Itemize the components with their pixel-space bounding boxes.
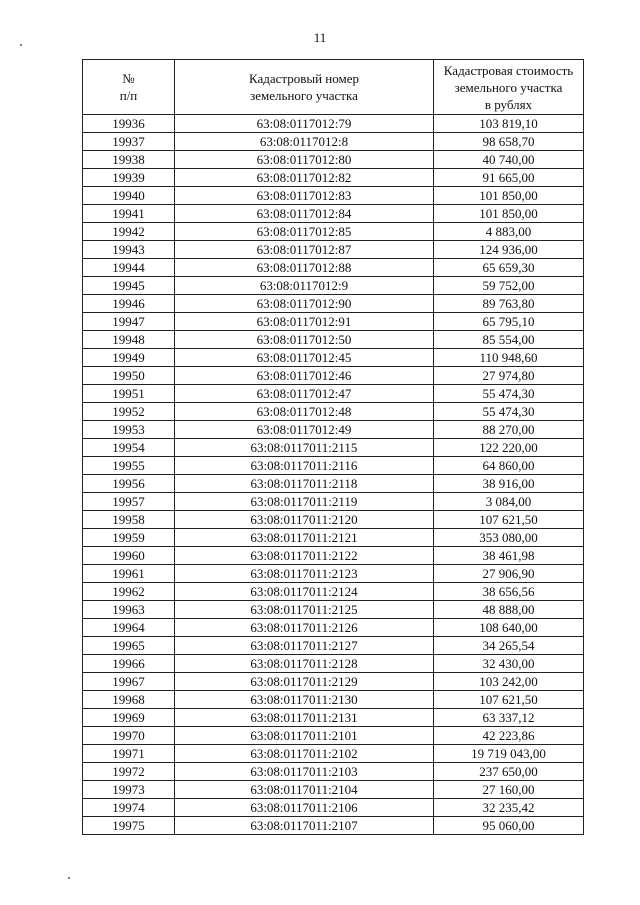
cell-row-number: 19969 [83,709,175,727]
table-row [83,439,584,457]
cell-cadastral-value: 103 242,00 [434,673,584,691]
cell-row-number: 19947 [83,313,175,331]
cell-row-number: 19973 [83,781,175,799]
cell-cadastral-number: 63:08:0117012:48 [175,403,434,421]
header-num-line: № [122,71,135,86]
cell-cadastral-number: 63:08:0117011:2127 [175,637,434,655]
cell-row-number: 19937 [83,133,175,151]
table-row [83,223,584,241]
cell-row-number: 19966 [83,655,175,673]
header-cadastral-value [434,60,584,115]
table-row [83,493,584,511]
cell-cadastral-value: 27 160,00 [434,781,584,799]
cell-cadastral-value: 38 916,00 [434,475,584,493]
cell-cadastral-number: 63:08:0117011:2130 [175,691,434,709]
table-body [83,115,584,835]
cell-cadastral-number: 63:08:0117012:90 [175,295,434,313]
cell-cadastral-value: 59 752,00 [434,277,584,295]
cell-cadastral-value: 237 650,00 [434,763,584,781]
cell-row-number: 19958 [83,511,175,529]
cell-cadastral-value: 101 850,00 [434,187,584,205]
cell-cadastral-number: 63:08:0117012:49 [175,421,434,439]
cell-row-number: 19970 [83,727,175,745]
cell-cadastral-value: 95 060,00 [434,817,584,835]
cell-row-number: 19965 [83,637,175,655]
cell-cadastral-value: 103 819,10 [434,115,584,133]
cell-cadastral-number: 63:08:0117011:2120 [175,511,434,529]
cell-cadastral-value: 55 474,30 [434,403,584,421]
table-row [83,817,584,835]
table-row [83,115,584,133]
cell-row-number: 19948 [83,331,175,349]
cell-cadastral-number: 63:08:0117011:2125 [175,601,434,619]
cell-cadastral-value: 91 665,00 [434,169,584,187]
cell-row-number: 19954 [83,439,175,457]
table-row [83,295,584,313]
cell-cadastral-number: 63:08:0117012:79 [175,115,434,133]
cell-cadastral-value: 108 640,00 [434,619,584,637]
cell-cadastral-number: 63:08:0117011:2124 [175,583,434,601]
cell-cadastral-value: 38 656,56 [434,583,584,601]
cell-cadastral-value: 34 265,54 [434,637,584,655]
table-row [83,457,584,475]
cell-cadastral-value: 85 554,00 [434,331,584,349]
table-row [83,331,584,349]
table-row [83,673,584,691]
cell-cadastral-value: 65 659,30 [434,259,584,277]
cell-cadastral-value: 353 080,00 [434,529,584,547]
cell-row-number: 19959 [83,529,175,547]
table-row [83,169,584,187]
cell-cadastral-number: 63:08:0117011:2106 [175,799,434,817]
table-row [83,349,584,367]
cell-cadastral-value: 124 936,00 [434,241,584,259]
table-row [83,637,584,655]
scan-speck [68,877,70,879]
cell-cadastral-value: 32 235,42 [434,799,584,817]
cell-cadastral-number: 63:08:0117011:2119 [175,493,434,511]
cell-cadastral-number: 63:08:0117012:45 [175,349,434,367]
table-row [83,385,584,403]
table-header [83,60,584,115]
cell-cadastral-number: 63:08:0117011:2107 [175,817,434,835]
cell-cadastral-number: 63:08:0117012:46 [175,367,434,385]
table-row [83,727,584,745]
cell-row-number: 19968 [83,691,175,709]
table-row [83,403,584,421]
header-cadastral-number [175,60,434,115]
table-row [83,313,584,331]
cell-cadastral-number: 63:08:0117011:2115 [175,439,434,457]
table-row [83,745,584,763]
cell-row-number: 19943 [83,241,175,259]
cell-cadastral-value: 3 084,00 [434,493,584,511]
cell-row-number: 19952 [83,403,175,421]
cell-cadastral-number: 63:08:0117011:2129 [175,673,434,691]
cell-row-number: 19951 [83,385,175,403]
cell-row-number: 19975 [83,817,175,835]
table-row [83,529,584,547]
cell-cadastral-number: 63:08:0117011:2128 [175,655,434,673]
cell-row-number: 19971 [83,745,175,763]
table-row [83,709,584,727]
cell-cadastral-value: 55 474,30 [434,385,584,403]
header-cadastral-value-line: земельного участка [454,79,563,95]
cell-row-number: 19962 [83,583,175,601]
cell-row-number: 19953 [83,421,175,439]
cell-cadastral-value: 107 621,50 [434,511,584,529]
cell-cadastral-value: 32 430,00 [434,655,584,673]
cell-row-number: 19974 [83,799,175,817]
cell-cadastral-number: 63:08:0117011:2126 [175,619,434,637]
cell-row-number: 19945 [83,277,175,295]
table-row [83,547,584,565]
table-row [83,151,584,169]
cell-cadastral-number: 63:08:0117012:50 [175,331,434,349]
cell-cadastral-number: 63:08:0117011:2123 [175,565,434,583]
cell-row-number: 19967 [83,673,175,691]
cell-cadastral-number: 63:08:0117011:2118 [175,475,434,493]
cell-cadastral-number: 63:08:0117012:91 [175,313,434,331]
cell-row-number: 19940 [83,187,175,205]
cell-cadastral-value: 48 888,00 [434,601,584,619]
cell-cadastral-number: 63:08:0117012:88 [175,259,434,277]
cell-cadastral-value: 27 906,90 [434,565,584,583]
cell-cadastral-number: 63:08:0117012:47 [175,385,434,403]
cell-cadastral-number: 63:08:0117012:9 [175,277,434,295]
cell-cadastral-value: 89 763,80 [434,295,584,313]
cell-row-number: 19956 [83,475,175,493]
table-row [83,619,584,637]
cell-row-number: 19944 [83,259,175,277]
cell-cadastral-number: 63:08:0117011:2102 [175,745,434,763]
header-row [83,60,584,115]
cell-row-number: 19942 [83,223,175,241]
cell-row-number: 19939 [83,169,175,187]
cell-cadastral-number: 63:08:0117011:2103 [175,763,434,781]
cell-cadastral-value: 110 948,60 [434,349,584,367]
table-row [83,187,584,205]
table-row [83,277,584,295]
cell-row-number: 19955 [83,457,175,475]
cell-cadastral-number: 63:08:0117011:2116 [175,457,434,475]
cell-row-number: 19950 [83,367,175,385]
header-cadastral-value-line: Кадастровая стоимость [443,62,574,78]
header-cadastral-number-line: Кадастровый номер [248,71,360,86]
cell-row-number: 19963 [83,601,175,619]
cell-cadastral-value: 88 270,00 [434,421,584,439]
cell-cadastral-number: 63:08:0117012:85 [175,223,434,241]
table-row [83,691,584,709]
table-row [83,601,584,619]
cell-cadastral-number: 63:08:0117011:2101 [175,727,434,745]
header-num [83,60,175,115]
table-row [83,763,584,781]
header-cadastral-value-line: в рублях [484,96,533,112]
cell-cadastral-number: 63:08:0117012:87 [175,241,434,259]
table-row [83,781,584,799]
cell-cadastral-number: 63:08:0117012:8 [175,133,434,151]
table-row [83,799,584,817]
cell-row-number: 19957 [83,493,175,511]
cell-cadastral-value: 4 883,00 [434,223,584,241]
cell-cadastral-value: 64 860,00 [434,457,584,475]
cell-cadastral-number: 63:08:0117011:2122 [175,547,434,565]
table-row [83,511,584,529]
table-row [83,475,584,493]
cell-cadastral-value: 63 337,12 [434,709,584,727]
cell-row-number: 19946 [83,295,175,313]
cell-cadastral-value: 98 658,70 [434,133,584,151]
cell-cadastral-number: 63:08:0117012:84 [175,205,434,223]
cell-cadastral-value: 40 740,00 [434,151,584,169]
table-row [83,565,584,583]
table-row [83,367,584,385]
cell-cadastral-value: 19 719 043,00 [434,745,584,763]
cell-row-number: 19972 [83,763,175,781]
cell-cadastral-value: 107 621,50 [434,691,584,709]
cell-cadastral-number: 63:08:0117012:82 [175,169,434,187]
cell-row-number: 19961 [83,565,175,583]
cell-cadastral-number: 63:08:0117011:2121 [175,529,434,547]
cell-row-number: 19938 [83,151,175,169]
table-row [83,655,584,673]
table-row [83,421,584,439]
cell-cadastral-value: 101 850,00 [434,205,584,223]
cell-row-number: 19964 [83,619,175,637]
cell-row-number: 19960 [83,547,175,565]
cell-row-number: 19949 [83,349,175,367]
cell-cadastral-value: 38 461,98 [434,547,584,565]
table-row [83,241,584,259]
table-row [83,133,584,151]
cell-row-number: 19941 [83,205,175,223]
table-row [83,205,584,223]
page-number: 11 [313,30,327,45]
cell-cadastral-number: 63:08:0117011:2131 [175,709,434,727]
cadastral-table [82,59,584,835]
cell-cadastral-number: 63:08:0117012:80 [175,151,434,169]
cell-row-number: 19936 [83,115,175,133]
cell-cadastral-number: 63:08:0117012:83 [175,187,434,205]
cell-cadastral-number: 63:08:0117011:2104 [175,781,434,799]
cell-cadastral-value: 27 974,80 [434,367,584,385]
header-cadastral-number-line: земельного участка [250,88,358,103]
table-row [83,583,584,601]
cell-cadastral-value: 42 223,86 [434,727,584,745]
cell-cadastral-value: 122 220,00 [434,439,584,457]
cell-cadastral-value: 65 795,10 [434,313,584,331]
header-num-line: п/п [119,88,138,103]
table-row [83,259,584,277]
